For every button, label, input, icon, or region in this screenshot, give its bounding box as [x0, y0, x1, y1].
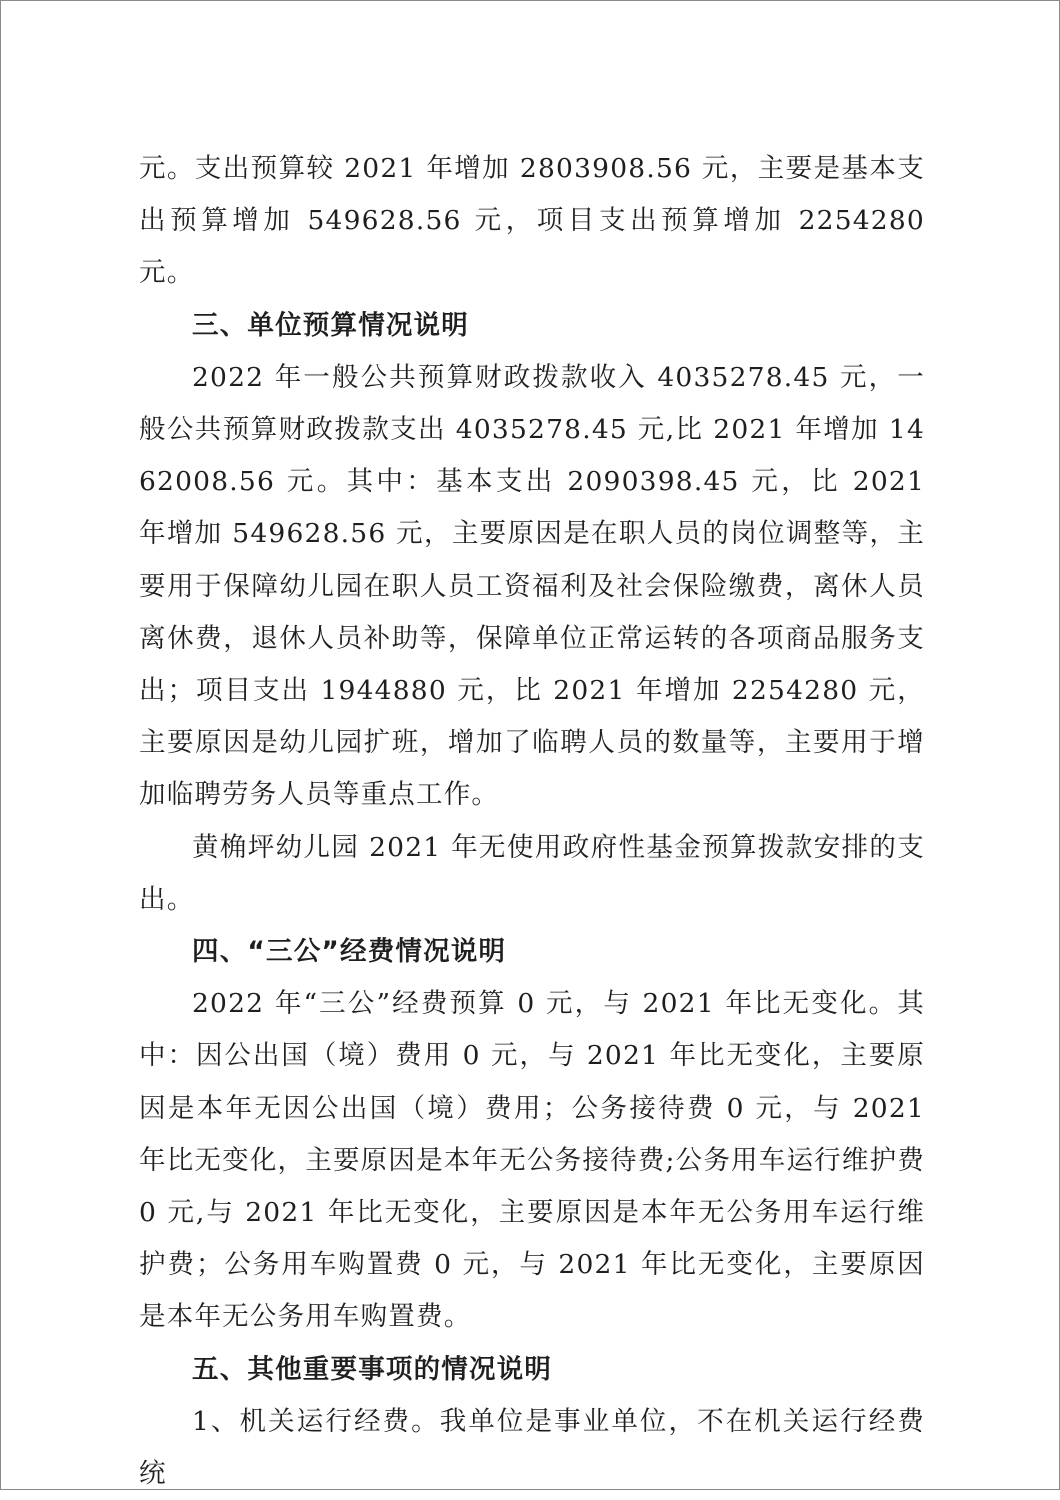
paragraph-budget-change: 元。支出预算较 2021 年增加 2803908.56 元，主要是基本支出预算增加 549628.56 元，项目支出预算增加 2254280 元。: [139, 153, 925, 289]
section-heading-3: 三、单位预算情况说明: [192, 309, 469, 341]
paragraph-general-budget: 2022 年一般公共预算财政拨款收入 4035278.45 元，一般公共预算财政拨款支出 4035278.45 元,比 2021 年增加 1462008.56 元。其中：基本支出 2090398.45 元，比 2021 年增加 549628.56 元，主要原因是在职人员的岗位调整等，主要用于保障幼儿园在职人员工资福利及社会保险缴费，离休人员离休费，退休人员补助等，保障单位正常运转的各项商品服务支出；项目支出 1944880 元，比 2021 年增加 2254280 元，主要原因是幼儿园扩班，增加了临聘人员的数量等，主要用于增加临聘劳务人员等重点工作。: [139, 361, 925, 811]
paragraph-operating-expenses: 1、机关运行经费。我单位是事业单位，不在机关运行经费统: [139, 1405, 925, 1490]
section-heading-4: 四、“三公”经费情况说明: [192, 936, 507, 968]
paragraph-three-public-expenses: 2022 年“三公”经费预算 0 元，与 2021 年比无变化。其中：因公出国（境）费用 0 元，与 2021 年比无变化，主要原因是本年无因公出国（境）费用；公务接待费 0 元，与 2021 年比无变化，主要原因是本年无公务接待费;公务用车运行维护费 0 元,与 2021 年比无变化，主要原因是本年无公务用车运行维护费；公务用车购置费 0 元，与 2021 年比无变化，主要原因是本年无公务用车购置费。: [139, 988, 925, 1333]
paragraph-government-fund: 黄桷坪幼儿园 2021 年无使用政府性基金预算拨款安排的支出。: [139, 831, 925, 915]
document-body: [139, 143, 925, 1500]
section-heading-5: 五、其他重要事项的情况说明: [192, 1353, 553, 1385]
